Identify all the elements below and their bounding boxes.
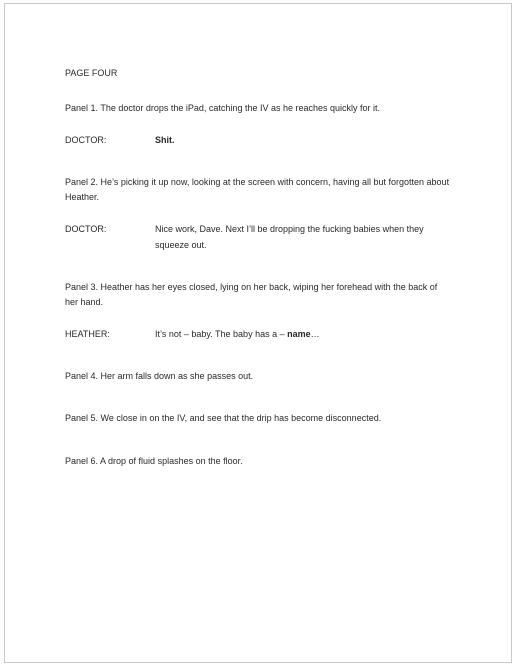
- panel-description: Panel 4. Her arm falls down as she passes out.: [65, 370, 254, 381]
- dialogue-text: Nice work, Dave. Next I’ll be dropping the fucking babies when they squeeze out.: [155, 223, 424, 250]
- dialogue-line: [65, 326, 450, 342]
- panel-description: Panel 2. He’s picking it up now, looking at the screen with concern, having all but forgotten about Heather.: [65, 176, 450, 202]
- page-heading: PAGE FOUR: [65, 68, 118, 78]
- dialogue-text-start: It’s not – baby. The baby has a –: [155, 328, 288, 339]
- panel-5: [65, 411, 450, 427]
- dialogue-emphasis: Shit.: [155, 134, 175, 145]
- speaker-name: DOCTOR:: [65, 223, 107, 234]
- panel-description: Panel 5. We close in on the IV, and see that the drip has become disconnected.: [65, 413, 382, 423]
- panel-3: [65, 280, 450, 342]
- dialogue-emphasis: name: [287, 328, 311, 339]
- panel-6: [65, 454, 450, 470]
- document-page: [4, 3, 512, 663]
- panel-description: Panel 6. A drop of fluid splashes on the floor.: [65, 455, 243, 466]
- dialogue-text: [155, 132, 450, 148]
- dialogue-line: [65, 132, 450, 148]
- panel-description: Panel 3. Heather has her eyes closed, lying on her back, wiping her forehead with the back of her hand.: [65, 281, 438, 307]
- panel-1: [65, 101, 450, 148]
- speaker-name: HEATHER:: [65, 328, 110, 339]
- dialogue-text-end: …: [310, 328, 320, 339]
- panel-description: Panel 1. The doctor drops the iPad, catching the IV as he reaches quickly for it.: [65, 103, 381, 113]
- panel-2: [65, 175, 450, 253]
- script-content: [65, 66, 450, 496]
- panel-4: [65, 369, 450, 385]
- dialogue-line: [65, 221, 450, 253]
- dialogue-text: [155, 326, 450, 342]
- speaker-name: DOCTOR:: [65, 134, 107, 145]
